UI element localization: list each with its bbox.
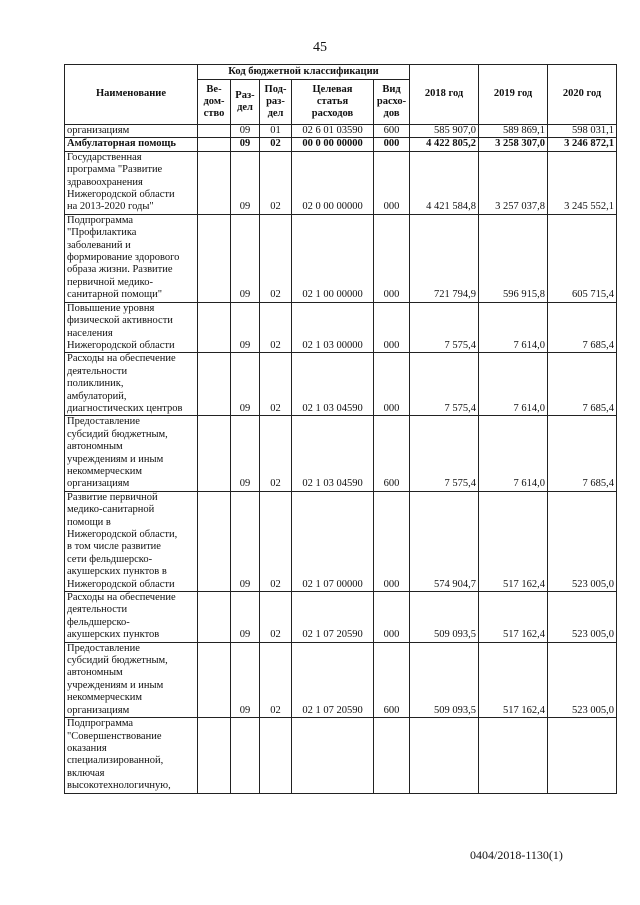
row-vedomstvo (198, 151, 231, 214)
row-2020: 605 715,4 (548, 214, 617, 302)
document-code: 0404/2018-1130(1) (470, 848, 563, 862)
row-2018: 574 904,7 (410, 491, 479, 591)
row-2018: 585 907,0 (410, 125, 479, 138)
row-celevaya: 02 1 03 04590 (292, 353, 374, 416)
row-name: Подпрограмма "Профилактика заболеваний и формирование здорового образа жизни. Развитие первичной медико- санитарной помощи" (65, 214, 198, 302)
row-2018: 721 794,9 (410, 214, 479, 302)
col-ved-header: Ве- дом- ство (198, 80, 231, 125)
row-vedomstvo (198, 302, 231, 353)
col-2019-header: 2019 год (479, 65, 548, 125)
row-2019: 589 869,1 (479, 125, 548, 138)
row-celevaya: 02 1 07 20590 (292, 642, 374, 717)
row-name: Развитие первичной медико-санитарной помощи в Нижегородской области, в том числе развитие сети фельдшерско- акушерских пунктов в Нижегородской области (65, 491, 198, 591)
row-vedomstvo (198, 214, 231, 302)
row-razdel: 09 (231, 491, 260, 591)
row-vid: 600 (374, 416, 410, 491)
row-podrazdel: 02 (260, 491, 292, 591)
row-2018: 7 575,4 (410, 416, 479, 491)
row-2019: 3 258 307,0 (479, 138, 548, 151)
col-name-header: Наименование (65, 65, 198, 125)
table-row (65, 718, 617, 793)
row-2020: 523 005,0 (548, 642, 617, 717)
row-razdel: 09 (231, 302, 260, 353)
row-name: Государственная программа "Развитие здравоохранения Нижегородской области на 2013-2020 годы" (65, 151, 198, 214)
row-name: Подпрограмма "Совершенствование оказания специализированной, включая высокотехнологичную, (65, 718, 198, 793)
row-vedomstvo (198, 491, 231, 591)
row-2020: 523 005,0 (548, 592, 617, 643)
table-row (65, 151, 617, 214)
table-row (65, 138, 617, 151)
row-razdel: 09 (231, 592, 260, 643)
row-razdel: 09 (231, 138, 260, 151)
row-2018: 4 422 805,2 (410, 138, 479, 151)
row-vid: 600 (374, 642, 410, 717)
table-row (65, 353, 617, 416)
row-podrazdel: 02 (260, 138, 292, 151)
row-razdel: 09 (231, 214, 260, 302)
row-2018: 7 575,4 (410, 302, 479, 353)
row-vid: 000 (374, 302, 410, 353)
row-2018 (410, 718, 479, 793)
row-2020: 7 685,4 (548, 302, 617, 353)
row-2020: 3 245 552,1 (548, 151, 617, 214)
row-vid: 600 (374, 125, 410, 138)
row-razdel (231, 718, 260, 793)
row-vid: 000 (374, 138, 410, 151)
table-row (65, 592, 617, 643)
row-podrazdel (260, 718, 292, 793)
row-2019: 517 162,4 (479, 592, 548, 643)
row-name: Повышение уровня физической активности населения Нижегородской области (65, 302, 198, 353)
table-row (65, 125, 617, 138)
row-vedomstvo (198, 353, 231, 416)
page-number: 45 (313, 40, 327, 55)
col-podrazdel-header: Под- раз- дел (260, 80, 292, 125)
row-name: Расходы на обеспечение деятельности фельдшерско- акушерских пунктов (65, 592, 198, 643)
row-podrazdel: 01 (260, 125, 292, 138)
table-row (65, 491, 617, 591)
row-vedomstvo (198, 718, 231, 793)
row-razdel: 09 (231, 642, 260, 717)
col-2018-header: 2018 год (410, 65, 479, 125)
row-vedomstvo (198, 138, 231, 151)
row-vid: 000 (374, 151, 410, 214)
row-2020: 7 685,4 (548, 353, 617, 416)
row-2019 (479, 718, 548, 793)
row-razdel: 09 (231, 353, 260, 416)
row-celevaya (292, 718, 374, 793)
row-2018: 509 093,5 (410, 642, 479, 717)
row-vedomstvo (198, 416, 231, 491)
col-celevaya-header: Целевая статья расходов (292, 80, 374, 125)
col-2020-header: 2020 год (548, 65, 617, 125)
col-razdel-header: Раз- дел (231, 80, 260, 125)
row-celevaya: 02 1 03 00000 (292, 302, 374, 353)
row-celevaya: 00 0 00 00000 (292, 138, 374, 151)
row-2018: 4 421 584,8 (410, 151, 479, 214)
row-celevaya: 02 1 03 04590 (292, 416, 374, 491)
row-vid: 000 (374, 592, 410, 643)
row-celevaya: 02 6 01 03590 (292, 125, 374, 138)
row-podrazdel: 02 (260, 416, 292, 491)
row-2018: 509 093,5 (410, 592, 479, 643)
row-2019: 7 614,0 (479, 302, 548, 353)
row-podrazdel: 02 (260, 592, 292, 643)
row-podrazdel: 02 (260, 151, 292, 214)
row-podrazdel: 02 (260, 302, 292, 353)
row-vedomstvo (198, 125, 231, 138)
row-razdel: 09 (231, 151, 260, 214)
row-2018: 7 575,4 (410, 353, 479, 416)
row-vid (374, 718, 410, 793)
row-2020: 7 685,4 (548, 416, 617, 491)
row-vid: 000 (374, 491, 410, 591)
row-2020: 3 246 872,1 (548, 138, 617, 151)
row-2019: 3 257 037,8 (479, 151, 548, 214)
table-row (65, 302, 617, 353)
row-vedomstvo (198, 642, 231, 717)
row-vid: 000 (374, 214, 410, 302)
row-2020 (548, 718, 617, 793)
row-celevaya: 02 1 07 00000 (292, 491, 374, 591)
col-vid-header: Вид расхо- дов (374, 80, 410, 125)
row-2019: 7 614,0 (479, 416, 548, 491)
table-row (65, 214, 617, 302)
row-vid: 000 (374, 353, 410, 416)
row-podrazdel: 02 (260, 642, 292, 717)
row-2019: 596 915,8 (479, 214, 548, 302)
row-name: организациям (65, 125, 198, 138)
row-vedomstvo (198, 592, 231, 643)
row-2019: 517 162,4 (479, 491, 548, 591)
budget-table (64, 64, 617, 794)
row-razdel: 09 (231, 125, 260, 138)
row-2020: 598 031,1 (548, 125, 617, 138)
row-2020: 523 005,0 (548, 491, 617, 591)
row-name: Расходы на обеспечение деятельности поликлиник, амбулаторий, диагностических центров (65, 353, 198, 416)
row-name: Предоставление субсидий бюджетным, автономным учреждениям и иным некоммерческим организациям (65, 642, 198, 717)
row-podrazdel: 02 (260, 214, 292, 302)
row-name: Предоставление субсидий бюджетным, автономным учреждениям и иным некоммерческим организациям (65, 416, 198, 491)
code-group-header: Код бюджетной классификации (198, 65, 410, 80)
row-celevaya: 02 0 00 00000 (292, 151, 374, 214)
row-podrazdel: 02 (260, 353, 292, 416)
row-2019: 517 162,4 (479, 642, 548, 717)
row-celevaya: 02 1 07 20590 (292, 592, 374, 643)
row-name: Амбулаторная помощь (65, 138, 198, 151)
table-row (65, 416, 617, 491)
table-row (65, 642, 617, 717)
row-razdel: 09 (231, 416, 260, 491)
row-celevaya: 02 1 00 00000 (292, 214, 374, 302)
row-2019: 7 614,0 (479, 353, 548, 416)
